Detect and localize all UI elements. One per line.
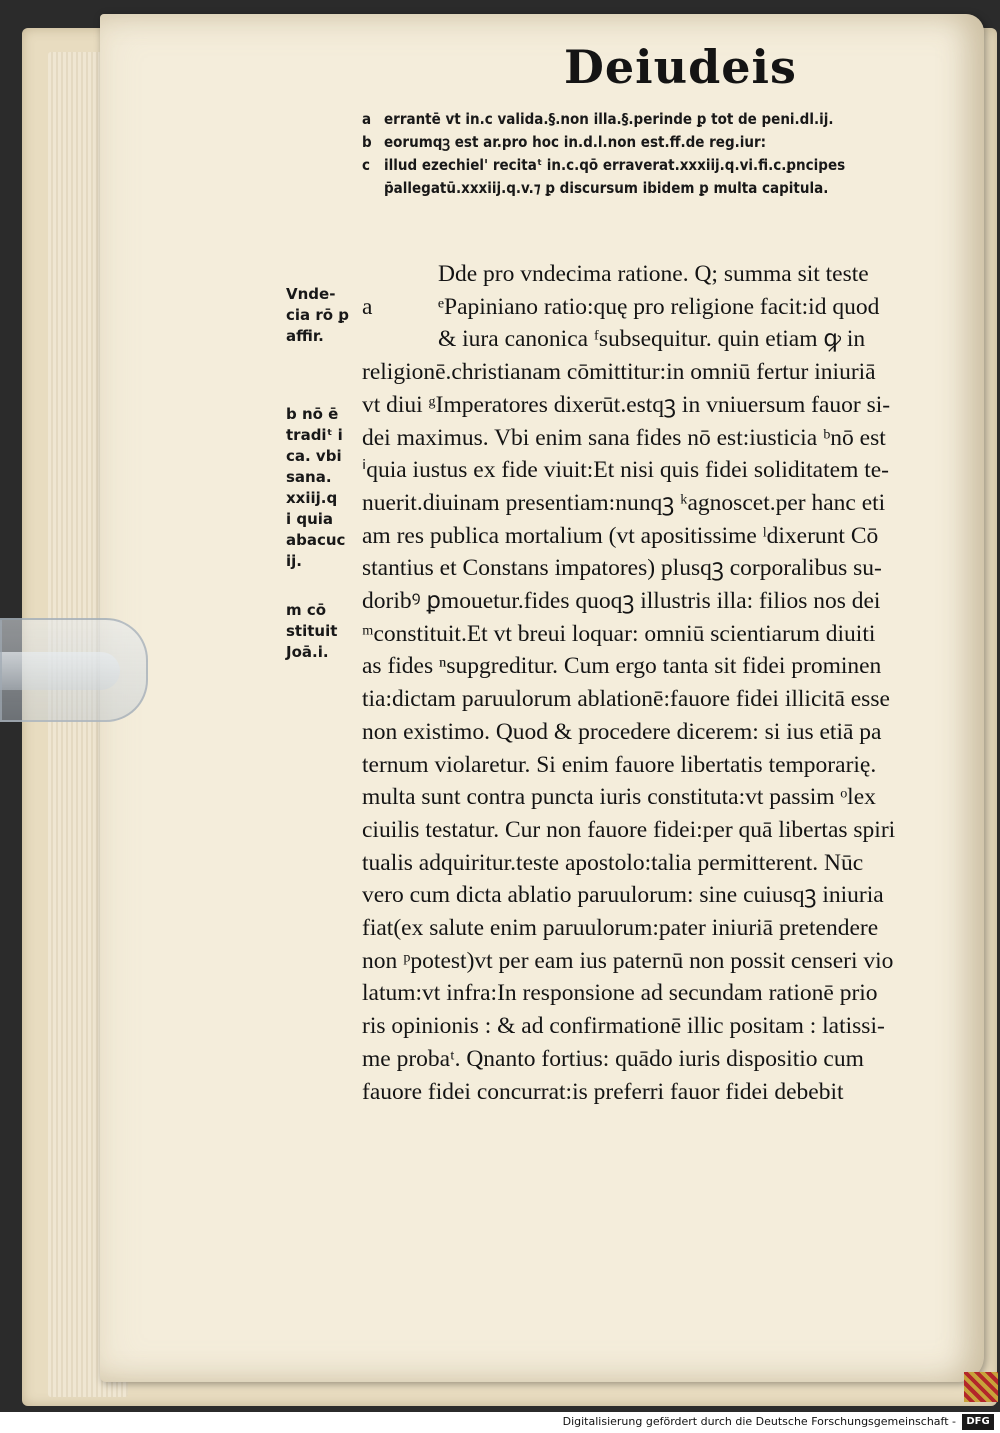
note-text: errantē vt in.c valida.§.non illa.§.perinde ꝑ tot de peni.dl.ij. [384, 110, 834, 128]
line-text: multa sunt contra puncta iuris constituta:vt passim ᵒlex [362, 784, 876, 811]
margin-note-line: i quia [286, 510, 334, 528]
line-marker [362, 258, 438, 291]
margin-note [286, 404, 360, 572]
margin-note-line: stituit [286, 622, 338, 640]
line-text: religionē.christianam cōmittitur:in omniū fertur iniuriā [362, 359, 876, 386]
line-text: ris opinionis : & ad confirmationē illic positam : latissi- [362, 1013, 885, 1040]
line-text: vt diui ᵍImperatores dixerūt.estqꝫ in vniuersum fauor si- [362, 391, 891, 418]
text-line [362, 716, 952, 749]
note-line [362, 108, 952, 131]
line-text: am res publica mortalium (vt apositissime ˡdixerunt Cō [362, 522, 879, 549]
text-line [362, 389, 952, 422]
text-line [362, 814, 952, 847]
text-line [362, 454, 952, 487]
margin-note-line: Joā.i. [286, 643, 329, 661]
line-text: ternum violaretur. Si enim fauore libertatis temporarię. [362, 751, 877, 778]
margin-note-line: affir. [286, 327, 324, 345]
line-text: Dde pro vndecima ratione. Q; summa sit teste [438, 261, 869, 287]
margin-note-line: sana. [286, 468, 332, 486]
text-line [362, 1076, 952, 1109]
text-line [362, 912, 952, 945]
line-text: fauore fidei concurrat:is preferri fauor fidei debebit [362, 1078, 844, 1105]
line-text: latum:vt infra:In responsione ad secundam rationē prio [362, 980, 878, 1007]
text-line [362, 323, 952, 356]
line-text: tia:dictam paruulorum ablationē:fauore fidei illicitā esse [362, 686, 890, 713]
line-text: ciuilis testatur. Cur non fauore fidei:per quā libertas spiri [362, 816, 896, 843]
note-text: eorumqꝫ est ar.pro hoc in.d.l.non est.ff.de reg.iur: [384, 133, 767, 151]
line-marker [362, 323, 438, 356]
margin-note-line: b nō ē [286, 405, 339, 423]
margin-note-line: ca. vbi [286, 447, 342, 465]
text-line [362, 749, 952, 782]
text-line [362, 585, 952, 618]
footer-credit: Digitalisierung gefördert durch die Deutsche Forschungsgemeinschaft - [562, 1415, 956, 1428]
note-text: p̄allegatū.xxxiij.q.v.⁊ ꝑ discursum ibidem ꝑ multa capitula. [384, 179, 829, 197]
line-text: me probaᵗ. Qnanto fortius: quādo iuris dispositio cum [362, 1045, 864, 1072]
note-line [362, 177, 952, 200]
margin-note [286, 600, 360, 663]
text-line [362, 945, 952, 978]
note-text: illud ezechiel' recitaᵗ in.c.qō erraverat.xxxiij.q.vi.fi.c.ꝑncipes [384, 156, 846, 174]
text-line [362, 258, 952, 291]
margin-note-line: Vnde- [286, 285, 336, 303]
margin-note-line: ij. [286, 552, 302, 570]
text-line [362, 879, 952, 912]
line-marker: a [362, 293, 373, 320]
line-text: & iura canonica ᶠsubsequitur. quin etiam ꝙ in [438, 326, 866, 353]
page-clip [0, 618, 148, 722]
text-line [362, 977, 952, 1010]
text-line [362, 683, 952, 716]
note-key: c [362, 156, 370, 174]
text-line [362, 487, 952, 520]
line-text: tualis adquiritur.teste apostolo:talia permitterent. Nūc [362, 849, 864, 876]
margin-note [286, 284, 360, 347]
margin-note-line: m cō [286, 601, 327, 619]
margin-note-line: abacuc [286, 531, 346, 549]
text-line [362, 1043, 952, 1076]
text-line [362, 618, 952, 651]
note-key [362, 177, 384, 200]
text-line [362, 650, 952, 683]
running-head: Deiudeis [564, 40, 797, 94]
line-text: as fides ⁿsupgreditur. Cum ergo tanta sit fidei prominen [362, 653, 882, 680]
text-line [362, 520, 952, 553]
main-text-block [362, 258, 952, 1108]
line-text: ⁱquia iustus ex fide viuit:Et nisi quis fidei soliditatem te- [362, 457, 890, 484]
line-text: non ᵖpotest)vt per eam ius paternū non possit censeri vio [362, 947, 894, 974]
line-text: ᵉPapiniano ratio:quę pro religione facit:id quod [438, 293, 880, 320]
top-commentary-notes [362, 108, 952, 200]
line-text: fiat(ex salute enim paruulorum:pater iniuriā pretendere [362, 915, 879, 942]
line-text: non existimo. Quod & procedere dicerem: si ius etiā pa [362, 718, 882, 745]
note-key: a [362, 110, 372, 128]
note-key: b [362, 133, 372, 151]
line-text: dei maximus. Vbi enim sana fides nō est:iusticia ᵇnō est [362, 424, 886, 451]
note-line [362, 131, 952, 154]
margin-note-line: cia rō ꝑ [286, 306, 350, 324]
margin-note-line: tradiᵗ i [286, 426, 343, 444]
line-text: vero cum dicta ablatio paruulorum: sine cuiusqꝫ iniuria [362, 882, 884, 909]
text-line [362, 781, 952, 814]
text-line [362, 356, 952, 389]
bookmark-ribbon [964, 1372, 998, 1402]
line-text: doribꝰ ꝑmouetur.fides quoqꝫ illustris illa: filios nos dei [362, 588, 881, 615]
dfg-logo: DFG [962, 1414, 994, 1430]
margin-note-line: xxiij.q [286, 489, 338, 507]
note-line [362, 154, 952, 177]
text-line [362, 291, 952, 324]
text-line [362, 847, 952, 880]
text-line [362, 552, 952, 585]
text-line [362, 422, 952, 455]
line-text: ᵐconstituit.Et vt breui loquar: omniū scientiarum diuiti [362, 620, 876, 647]
text-line [362, 1010, 952, 1043]
line-text: nuerit.diuinam presentiam:nunqꝫ ᵏagnoscet.per hanc eti [362, 489, 886, 516]
line-text: stantius et Constans impatores) plusqꝫ corporalibus su- [362, 555, 882, 582]
